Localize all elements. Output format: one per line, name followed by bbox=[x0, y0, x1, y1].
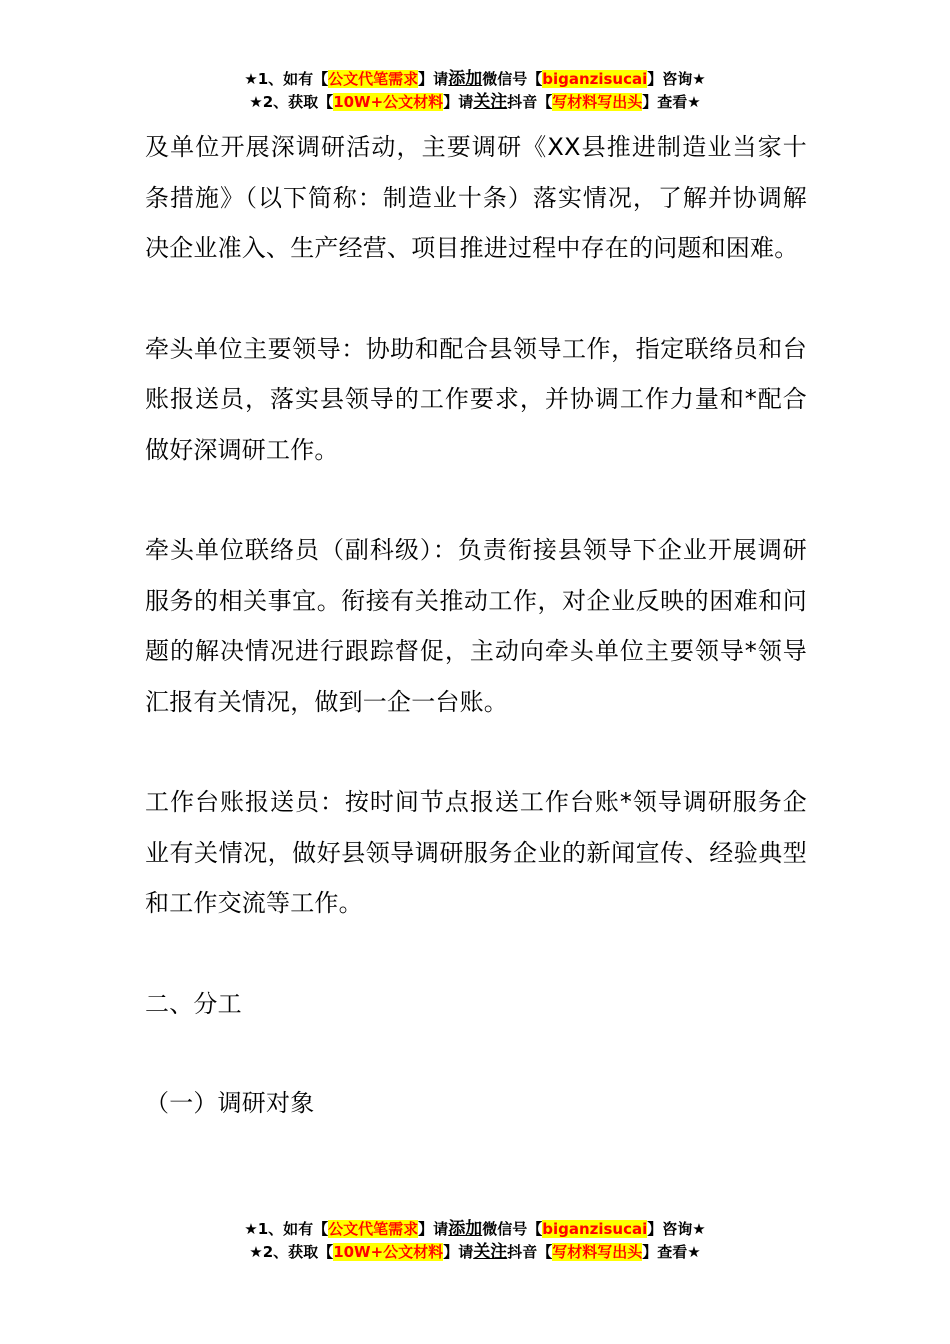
star-icon: ★ bbox=[249, 1243, 263, 1261]
promo-highlight-wechat-id: biganzisucai bbox=[542, 1220, 648, 1238]
promo-line-2 bbox=[0, 1241, 950, 1264]
promo-line-2 bbox=[0, 91, 950, 114]
promo-highlight-service: 公文代笔需求 bbox=[328, 70, 419, 88]
promo-text: 】请 bbox=[418, 1220, 449, 1238]
promo-emphasis: 添加 bbox=[448, 1219, 483, 1239]
promo-line-1 bbox=[0, 1218, 950, 1241]
promo-text: 2、获取【 bbox=[262, 93, 334, 111]
promo-line-1 bbox=[0, 68, 950, 91]
bottom-promo-banner bbox=[0, 1218, 950, 1264]
promo-highlight-materials: 10W+公文材料 bbox=[333, 1243, 444, 1261]
star-icon: ★ bbox=[244, 70, 258, 88]
promo-text: 微信号【 bbox=[482, 1220, 543, 1238]
document-body bbox=[145, 122, 807, 1178]
star-icon: ★ bbox=[692, 1220, 706, 1238]
promo-highlight-materials: 10W+公文材料 bbox=[333, 93, 444, 111]
paragraph-ledger-reporter: 工作台账报送员：按时间节点报送工作台账*领导调研服务企业有关情况，做好县领导调研服务企业的新闻宣传、经验典型和工作交流等工作。 bbox=[145, 788, 807, 917]
promo-text: 微信号【 bbox=[482, 70, 543, 88]
promo-text: 1、如有【 bbox=[257, 1220, 329, 1238]
promo-text: 】查看 bbox=[642, 1243, 688, 1261]
promo-text: 】请 bbox=[418, 70, 449, 88]
subsection-heading-research-target: （一）调研对象 bbox=[145, 1089, 315, 1117]
promo-highlight-douyin: 写材料写出头 bbox=[552, 93, 643, 111]
star-icon: ★ bbox=[687, 1243, 701, 1261]
star-icon: ★ bbox=[244, 1220, 258, 1238]
paragraph-lead-unit-liaison: 牵头单位联络员（副科级）：负责衔接县领导下企业开展调研服务的相关事宜。衔接有关推动工作，对企业反映的困难和问题的解决情况进行跟踪督促，主动向牵头单位主要领导*领导汇报有关情况，做到一企一台账。 bbox=[145, 536, 807, 716]
promo-text: 】请 bbox=[443, 1243, 474, 1261]
promo-text: 】咨询 bbox=[647, 70, 693, 88]
star-icon: ★ bbox=[249, 93, 263, 111]
paragraph-research-activity: 及单位开展深调研活动，主要调研《XX县推进制造业当家十条措施》（以下简称：制造业十条）落实情况，了解并协调解决企业准入、生产经营、项目推进过程中存在的问题和困难。 bbox=[145, 133, 807, 262]
promo-emphasis: 关注 bbox=[473, 1242, 508, 1262]
section-heading-division: 二、分工 bbox=[145, 989, 242, 1018]
promo-emphasis: 添加 bbox=[448, 69, 483, 89]
promo-highlight-wechat-id: biganzisucai bbox=[542, 70, 648, 88]
promo-text: 】咨询 bbox=[647, 1220, 693, 1238]
promo-text: 抖音【 bbox=[507, 93, 553, 111]
promo-text: 抖音【 bbox=[507, 1243, 553, 1261]
promo-text: 2、获取【 bbox=[262, 1243, 334, 1261]
promo-highlight-service: 公文代笔需求 bbox=[328, 1220, 419, 1238]
top-promo-banner bbox=[0, 68, 950, 114]
promo-text: 】查看 bbox=[642, 93, 688, 111]
promo-highlight-douyin: 写材料写出头 bbox=[552, 1243, 643, 1261]
promo-text: 1、如有【 bbox=[257, 70, 329, 88]
promo-text: 】请 bbox=[443, 93, 474, 111]
promo-emphasis: 关注 bbox=[473, 92, 508, 112]
star-icon: ★ bbox=[692, 70, 706, 88]
star-icon: ★ bbox=[687, 93, 701, 111]
paragraph-lead-unit-leader: 牵头单位主要领导：协助和配合县领导工作，指定联络员和台账报送员，落实县领导的工作要求，并协调工作力量和*配合做好深调研工作。 bbox=[145, 334, 807, 464]
